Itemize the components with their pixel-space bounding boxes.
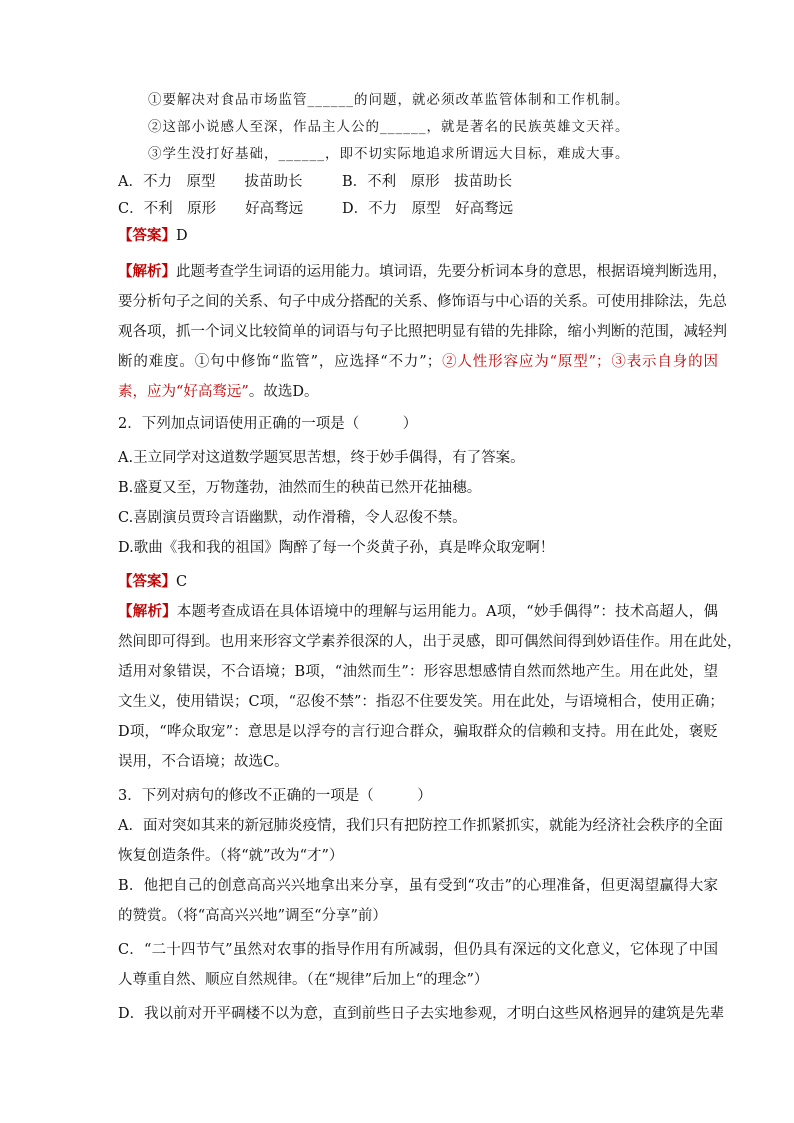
q1-sentence-2: ②这部小说感人至深，作品主人公的______，就是著名的民族英雄文天祥。 [148, 119, 630, 135]
q1-sentence-1: ①要解决对食品市场监管______的问题，就必须改革监管体制和工作机制。 [148, 92, 630, 108]
q1-analysis-line-5 [118, 382, 718, 402]
q1-option-d: D．不力 原型 好高骛远 [342, 201, 514, 217]
q1-analysis-line-1 [118, 262, 727, 282]
answer-label: 【答案】 [118, 573, 176, 590]
q3-line-5: C．“二十四节气”虽然对农事的指导作用有所减弱，但仍具有深远的文化意义，它体现了中国 [118, 942, 718, 958]
q3-line-3: B．他把自己的创意高高兴兴地拿出来分享，虽有受到“攻击”的心理准备，但更渴望赢得大家 [118, 878, 718, 894]
q1-option-b: B．不利 原形 拔苗助长 [342, 174, 513, 190]
q1-options-row-1 [118, 172, 718, 192]
q3-stem: 3．下列对病句的修改不正确的一项是（ ） [118, 788, 432, 804]
analysis-label: 【解析】 [118, 603, 177, 620]
q3-line-4: 的赞赏。（将“高高兴兴地”调至“分享”前） [118, 908, 387, 924]
answer-value: D [176, 228, 188, 244]
q1-sentence-3: ③学生没打好基础，______，即不切实际地追求所谓远大目标，难成大事。 [148, 146, 630, 162]
analysis-text-highlight: ②人性形容应为“原型”；③表示自身的因 [441, 354, 718, 370]
analysis-text: 本题考查成语在具体语境中的理解与运用能力。A项，“妙手偶得”：技术高超人，偶 [176, 604, 719, 620]
answer-value: C [176, 574, 188, 590]
q1-option-a: A．不力 原型 拔苗助长 [118, 174, 303, 190]
q2-stem: 2．下列加点词语使用正确的一项是（ ） [118, 416, 418, 432]
analysis-text: 。故选D。 [248, 384, 319, 400]
q3-line-1: A．面对突如其来的新冠肺炎疫情，我们只有把防控工作抓紧抓实，就能为经济社会秩序的全面 [118, 818, 723, 834]
q3-line-2: 恢复创造条件。（将“就”改为“才”） [118, 848, 344, 864]
q3-line-7: D．我以前对开平碉楼不以为意，直到前些日子去实地参观，才明白这些风格迥异的建筑是先辈 [118, 1006, 725, 1022]
q1-analysis-line-4 [118, 352, 718, 372]
q1-analysis-line-3: 观各项，抓一个词义比较简单的词语与句子比照把明显有错的先排除，缩小判断的范围，减轻判 [118, 324, 727, 340]
q2-analysis-line-3: 适用对象错误，不合语境；B项，“油然而生”：形容思想感情自然而然地产生。用在此处，望 [118, 664, 718, 680]
answer-label: 【答案】 [118, 227, 176, 244]
q1-analysis-line-2: 要分析句子之间的关系、句子中成分搭配的关系、修饰语与中心语的关系。可使用排除法，先总 [118, 294, 727, 310]
analysis-text: 断的难度。①句中修饰“监管”，应选择“不力”； [118, 354, 442, 370]
q2-analysis-line-6: 误用，不合语境；故选C。 [118, 754, 289, 770]
q2-option-a: A.王立同学对这道数学题冥思苦想，终于妙手偶得，有了答案。 [118, 450, 525, 466]
q2-option-c: C.喜剧演员贾玲言语幽默，动作滑稽，令人忍俊不禁。 [118, 510, 467, 526]
q2-analysis-line-2: 然间即可得到。也用来形容文学素养很深的人，出于灵感，即可偶然间得到妙语佳作。用在此处， [118, 634, 742, 650]
q1-options-row-2 [118, 199, 718, 219]
q2-option-d: D.歌曲《我和我的祖国》陶醉了每一个炎黄子孙，真是哗众取宠啊！ [118, 540, 555, 556]
q1-answer [118, 226, 718, 246]
q2-analysis-line-5: D项，“哗众取宠”：意思是以浮夸的言行迎合群众，骗取群众的信赖和支持。用在此处，褒贬 [118, 724, 718, 740]
q3-line-6: 人尊重自然、顺应自然规律。（在“规律”后加上“的理念”） [118, 972, 489, 988]
analysis-text-highlight: 素，应为“好高骛远” [118, 384, 249, 400]
q2-answer [118, 572, 718, 592]
analysis-text: 此题考查学生词语的运用能力。填词语，先要分析词本身的意思，根据语境判断选用， [176, 264, 727, 280]
q1-option-c: C．不利 原形 好高骛远 [118, 201, 304, 217]
q2-analysis-line-1 [118, 602, 718, 622]
q2-analysis-line-4: 文生义，使用错误；C项，“忍俊不禁”：指忍不住要发笑。用在此处，与语境相合，使用正确； [118, 694, 724, 710]
q2-option-b: B.盛夏又至，万物蓬勃，油然而生的秧苗已然开花抽穗。 [118, 480, 482, 496]
analysis-label: 【解析】 [118, 263, 176, 280]
